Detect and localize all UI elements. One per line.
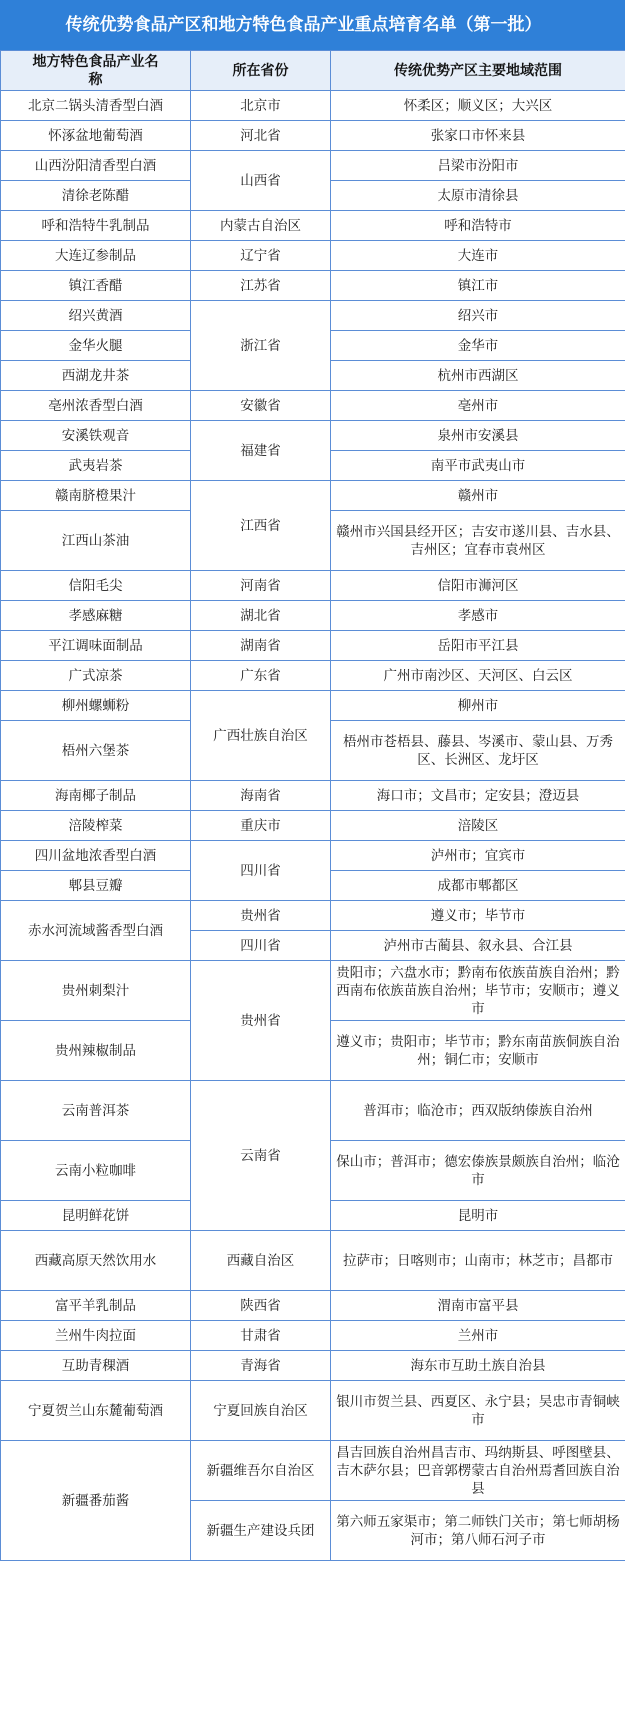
region: 赣州市 <box>331 481 625 511</box>
province: 广西壮族自治区 <box>191 691 331 781</box>
industry-name: 怀涿盆地葡萄酒 <box>1 121 191 151</box>
region: 杭州市西湖区 <box>331 361 625 391</box>
industry-name: 安溪铁观音 <box>1 421 191 451</box>
province: 江苏省 <box>191 271 331 301</box>
industry-name: 郫县豆瓣 <box>1 871 191 901</box>
province: 新疆生产建设兵团 <box>191 1501 331 1561</box>
region: 孝感市 <box>331 601 625 631</box>
region: 第六师五家渠市；第二师铁门关市；第七师胡杨河市；第八师石河子市 <box>331 1501 625 1561</box>
region: 普洱市；临沧市；西双版纳傣族自治州 <box>331 1081 625 1141</box>
industry-name: 赣南脐橙果汁 <box>1 481 191 511</box>
table-row <box>1 1381 625 1441</box>
province: 辽宁省 <box>191 241 331 271</box>
industry-name: 金华火腿 <box>1 331 191 361</box>
table-row <box>1 811 625 841</box>
industry-name: 广式凉茶 <box>1 661 191 691</box>
province: 西藏自治区 <box>191 1231 331 1291</box>
header-province: 所在省份 <box>191 51 331 91</box>
industry-name: 四川盆地浓香型白酒 <box>1 841 191 871</box>
table-row <box>1 301 625 331</box>
table-row <box>1 271 625 301</box>
industry-name: 大连辽参制品 <box>1 241 191 271</box>
region: 金华市 <box>331 331 625 361</box>
table-row <box>1 481 625 511</box>
page-title: 传统优势食品产区和地方特色食品产业重点培育名单（第一批） <box>0 0 625 50</box>
table-row <box>1 1351 625 1381</box>
table-row <box>1 781 625 811</box>
table-row <box>1 151 625 181</box>
region: 保山市；普洱市；德宏傣族景颇族自治州；临沧市 <box>331 1141 625 1201</box>
table-row <box>1 1441 625 1501</box>
industry-name: 呼和浩特牛乳制品 <box>1 211 191 241</box>
industry-name: 信阳毛尖 <box>1 571 191 601</box>
region: 拉萨市；日喀则市；山南市；林芝市；昌都市 <box>331 1231 625 1291</box>
industry-name: 绍兴黄酒 <box>1 301 191 331</box>
table-row <box>1 121 625 151</box>
industry-name: 互助青稞酒 <box>1 1351 191 1381</box>
province: 安徽省 <box>191 391 331 421</box>
region: 绍兴市 <box>331 301 625 331</box>
region: 大连市 <box>331 241 625 271</box>
province: 海南省 <box>191 781 331 811</box>
industry-name: 云南小粒咖啡 <box>1 1141 191 1201</box>
table-row <box>1 241 625 271</box>
province: 云南省 <box>191 1081 331 1231</box>
region: 成都市郫都区 <box>331 871 625 901</box>
province: 贵州省 <box>191 961 331 1081</box>
industry-name: 赤水河流域酱香型白酒 <box>1 901 191 961</box>
industry-name: 贵州刺梨汁 <box>1 961 191 1021</box>
region: 南平市武夷山市 <box>331 451 625 481</box>
region: 昌吉回族自治州昌吉市、玛纳斯县、呼图壁县、吉木萨尔县；巴音郭楞蒙古自治州焉耆回族自治县 <box>331 1441 625 1501</box>
header-industry-name: 地方特色食品产业名称 <box>1 51 191 91</box>
industry-name: 云南普洱茶 <box>1 1081 191 1141</box>
region: 亳州市 <box>331 391 625 421</box>
region: 遵义市；贵阳市；毕节市；黔东南苗族侗族自治州；铜仁市；安顺市 <box>331 1021 625 1081</box>
province: 湖南省 <box>191 631 331 661</box>
industry-name: 贵州辣椒制品 <box>1 1021 191 1081</box>
province: 江西省 <box>191 481 331 571</box>
table-row <box>1 421 625 451</box>
province: 内蒙古自治区 <box>191 211 331 241</box>
province: 浙江省 <box>191 301 331 391</box>
province: 福建省 <box>191 421 331 481</box>
table-row <box>1 91 625 121</box>
industry-name: 北京二锅头清香型白酒 <box>1 91 191 121</box>
header-region: 传统优势产区主要地域范围 <box>331 51 625 91</box>
region: 海东市互助土族自治县 <box>331 1351 625 1381</box>
industry-name: 兰州牛肉拉面 <box>1 1321 191 1351</box>
region: 吕梁市汾阳市 <box>331 151 625 181</box>
food-industry-table <box>0 50 625 1561</box>
region: 泸州市；宜宾市 <box>331 841 625 871</box>
industry-name: 宁夏贺兰山东麓葡萄酒 <box>1 1381 191 1441</box>
region: 梧州市苍梧县、藤县、岑溪市、蒙山县、万秀区、长洲区、龙圩区 <box>331 721 625 781</box>
province: 宁夏回族自治区 <box>191 1381 331 1441</box>
region: 太原市清徐县 <box>331 181 625 211</box>
province: 新疆维吾尔自治区 <box>191 1441 331 1501</box>
province: 四川省 <box>191 841 331 901</box>
region: 怀柔区；顺义区；大兴区 <box>331 91 625 121</box>
region: 涪陵区 <box>331 811 625 841</box>
province: 山西省 <box>191 151 331 211</box>
table-row <box>1 841 625 871</box>
industry-name: 江西山茶油 <box>1 511 191 571</box>
industry-name: 西藏高原天然饮用水 <box>1 1231 191 1291</box>
industry-name: 海南椰子制品 <box>1 781 191 811</box>
table-row <box>1 1081 625 1141</box>
region: 信阳市浉河区 <box>331 571 625 601</box>
region: 泉州市安溪县 <box>331 421 625 451</box>
industry-name: 昆明鲜花饼 <box>1 1201 191 1231</box>
region: 柳州市 <box>331 691 625 721</box>
region: 泸州市古蔺县、叙永县、合江县 <box>331 931 625 961</box>
region: 银川市贺兰县、西夏区、永宁县；吴忠市青铜峡市 <box>331 1381 625 1441</box>
table-row <box>1 631 625 661</box>
province: 湖北省 <box>191 601 331 631</box>
industry-name: 武夷岩茶 <box>1 451 191 481</box>
industry-name: 西湖龙井茶 <box>1 361 191 391</box>
table-row <box>1 661 625 691</box>
industry-name: 镇江香醋 <box>1 271 191 301</box>
industry-name: 涪陵榨菜 <box>1 811 191 841</box>
province: 河北省 <box>191 121 331 151</box>
province: 重庆市 <box>191 811 331 841</box>
table-row <box>1 691 625 721</box>
region: 呼和浩特市 <box>331 211 625 241</box>
industry-name: 柳州螺蛳粉 <box>1 691 191 721</box>
table-row <box>1 901 625 931</box>
region: 镇江市 <box>331 271 625 301</box>
region: 岳阳市平江县 <box>331 631 625 661</box>
province: 陕西省 <box>191 1291 331 1321</box>
industry-name: 孝感麻糖 <box>1 601 191 631</box>
industry-name: 新疆番茄酱 <box>1 1441 191 1561</box>
region: 广州市南沙区、天河区、白云区 <box>331 661 625 691</box>
region: 兰州市 <box>331 1321 625 1351</box>
table-row <box>1 961 625 1021</box>
table-row <box>1 1321 625 1351</box>
region: 遵义市；毕节市 <box>331 901 625 931</box>
province: 贵州省 <box>191 901 331 931</box>
industry-name: 富平羊乳制品 <box>1 1291 191 1321</box>
region: 张家口市怀来县 <box>331 121 625 151</box>
table-row <box>1 211 625 241</box>
region: 渭南市富平县 <box>331 1291 625 1321</box>
region: 贵阳市；六盘水市；黔南布依族苗族自治州；黔西南布依族苗族自治州；毕节市；安顺市；遵义市 <box>331 961 625 1021</box>
region: 海口市；文昌市；定安县；澄迈县 <box>331 781 625 811</box>
industry-name: 山西汾阳清香型白酒 <box>1 151 191 181</box>
province: 四川省 <box>191 931 331 961</box>
industry-name: 清徐老陈醋 <box>1 181 191 211</box>
table-row <box>1 391 625 421</box>
province: 北京市 <box>191 91 331 121</box>
province: 甘肃省 <box>191 1321 331 1351</box>
table-row <box>1 1231 625 1291</box>
region: 昆明市 <box>331 1201 625 1231</box>
industry-name: 平江调味面制品 <box>1 631 191 661</box>
province: 青海省 <box>191 1351 331 1381</box>
table-row <box>1 601 625 631</box>
industry-name: 亳州浓香型白酒 <box>1 391 191 421</box>
region: 赣州市兴国县经开区；吉安市遂川县、吉水县、吉州区；宜春市袁州区 <box>331 511 625 571</box>
table-row <box>1 1291 625 1321</box>
table-row <box>1 571 625 601</box>
province: 广东省 <box>191 661 331 691</box>
industry-name: 梧州六堡茶 <box>1 721 191 781</box>
table-header-row <box>1 51 625 91</box>
province: 河南省 <box>191 571 331 601</box>
